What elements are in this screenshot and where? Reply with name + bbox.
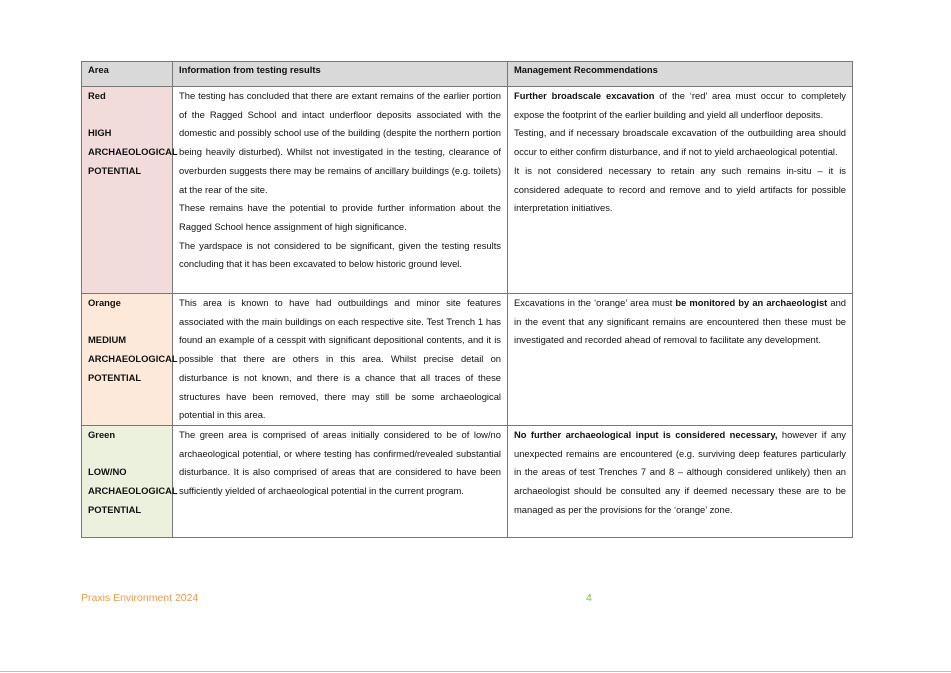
info-paragraph: This area is known to have had outbuildings and minor site features associated with the main buildings on each respective site. Test Trench 1 has found an example of a cesspit with significant depositional contents, and it is possible that there are others in this area. Whilst precise detail on disturbance is not known, and there is a chance that all traces of these structures have been removed, there may still be some archaeological potential in this area. [179, 297, 501, 421]
info-paragraph: These remains have the potential to provide further information about the Ragged School hence assignment of high significance. [179, 202, 501, 232]
table-row-red [82, 87, 853, 294]
management-text: and in the event that any significant remains are encountered then these must be investigated and recorded ahead of removal to facilitate any development. [514, 297, 847, 346]
management-text: Excavations in the ‘orange’ area must [514, 297, 676, 308]
info-paragraph: The testing has concluded that there are extant remains of the earlier portion of the Ragged School and intact underfloor deposits associated with the domestic and possibly school use of the building (despite the northern portion being heavily disturbed). Whilst not investigated in the testing, clearance of overburden suggests there may be remains of ancillary buildings (e.g. toilets) at the rear of the site. [179, 90, 501, 195]
header-management: Management Recommendations [508, 62, 853, 87]
management-paragraph [514, 426, 846, 520]
info-cell-orange [173, 294, 508, 426]
table-row-green [82, 425, 853, 537]
potential-line: POTENTIAL [88, 371, 142, 383]
info-paragraph: The yardspace is not considered to be significant, given the testing results concluding that it has been excavated to below historic ground level. [179, 239, 501, 270]
management-paragraph: Testing, and if necessary broadscale excavation of the outbuilding area should occur to either confirm disturbance, and if not to yield archaeological potential. [514, 127, 846, 158]
area-cell-red [82, 87, 178, 294]
header-information: Information from testing results [173, 62, 508, 87]
info-cell-green [173, 425, 508, 537]
management-paragraph [514, 294, 846, 350]
area-name: Orange [88, 297, 121, 308]
management-cell-orange [508, 294, 853, 426]
footer-page-number: 4 [586, 592, 592, 604]
potential-line: HIGH [88, 127, 112, 139]
management-emphasis: No further archaeological input is considered necessary, [514, 428, 778, 440]
potential-line: ARCHAEOLOGICAL [88, 353, 178, 365]
page-bottom-rule [0, 671, 951, 672]
table-row-orange [82, 294, 853, 426]
management-text: of the ‘red’ area must occur to completely expose the footprint of the earlier building and yield all underfloor deposits. [514, 90, 846, 120]
area-name: Green [88, 428, 116, 440]
area-name: Red [88, 90, 106, 101]
footer-org: Praxis Environment 2024 [81, 592, 199, 604]
management-cell-green [508, 425, 853, 537]
potential-line: ARCHAEOLOGICAL [88, 485, 178, 497]
table-header-row [82, 62, 853, 87]
management-table [81, 61, 853, 538]
management-text: however if any unexpected remains are encountered (e.g. surviving deep features particularly in the areas of test Trenches 7 and 8 – although considered unlikely) then an archaeologist should be consulted any if deemed necessary these are to be managed as per the provisions for the ‘orange’ zone. [514, 428, 846, 515]
potential-line: MEDIUM [88, 334, 127, 346]
area-cell-orange [82, 294, 178, 426]
info-cell-red [173, 87, 508, 294]
potential-line: POTENTIAL [88, 503, 142, 515]
management-emphasis: Further broadscale excavation [514, 90, 655, 101]
potential-line: LOW/NO [88, 466, 127, 478]
header-area: Area [82, 62, 173, 87]
management-cell-red [508, 87, 853, 294]
management-emphasis: be monitored by an archaeologist [675, 297, 828, 308]
potential-line: ARCHAEOLOGICAL [88, 146, 178, 158]
area-cell-green [82, 425, 178, 537]
management-paragraph: It is not considered necessary to retain any such remains in-situ – it is considered adequate to record and remove and to yield artifacts for possible interpretation initiatives. [514, 164, 846, 214]
management-paragraph [514, 87, 846, 124]
info-paragraph: The green area is comprised of areas initially considered to be of low/no archaeological potential, or where testing has confirmed/revealed substantial disturbance. It is also comprised of areas that are considered to have been sufficiently yielded of archaeological potential in the current program. [179, 428, 501, 497]
potential-line: POTENTIAL [88, 164, 142, 176]
